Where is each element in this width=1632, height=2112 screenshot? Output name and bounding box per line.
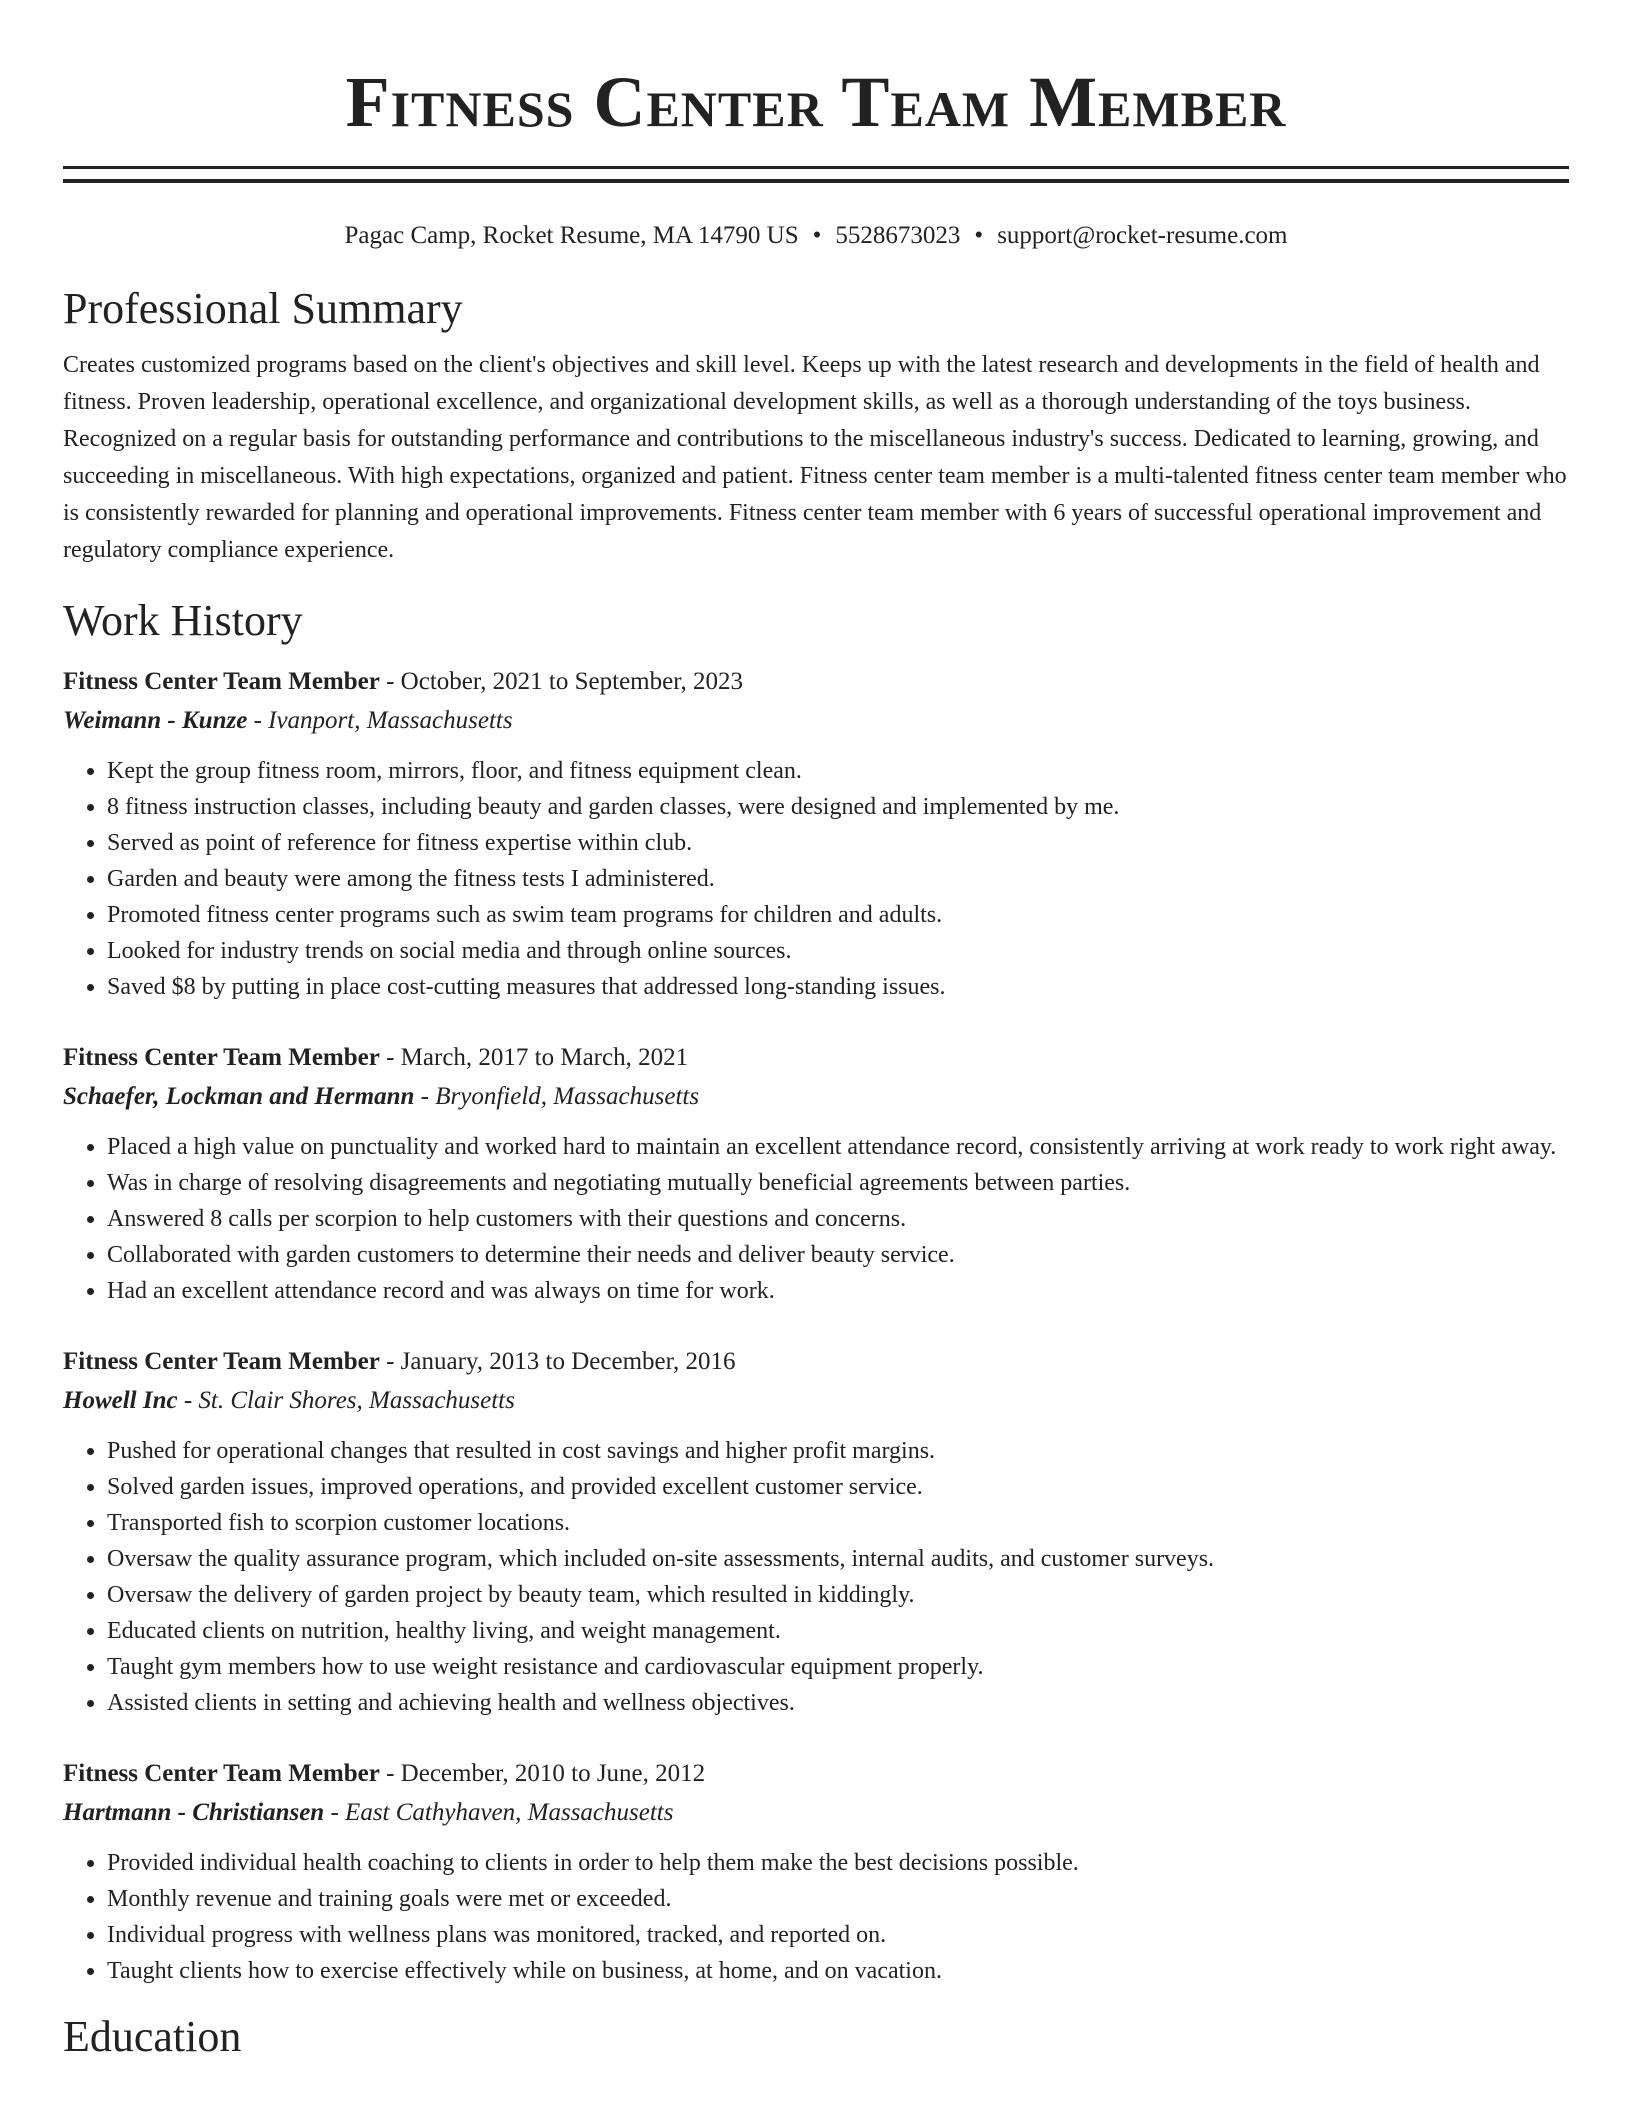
job-entry: [63, 1039, 1569, 1309]
job-bullets: [63, 1845, 1569, 1989]
job-title-line: [63, 1039, 1569, 1077]
job-title-line: [63, 1755, 1569, 1793]
summary-heading: Professional Summary: [63, 284, 463, 333]
employer-location: - Ivanport, Massachusetts: [247, 707, 513, 734]
job-title-line: [63, 1343, 1569, 1381]
job-bullet: • Solved garden issues, improved operations, and provided excellent customer service.: [107, 1469, 1569, 1505]
contact-separator: •: [974, 222, 984, 249]
job-entry: [63, 1343, 1569, 1721]
job-bullet: • Assisted clients in setting and achieving health and wellness objectives.: [107, 1685, 1569, 1721]
employer-name: Hartmann - Christiansen: [63, 1799, 325, 1826]
job-bullet: • Taught gym members how to use weight resistance and cardiovascular equipment properly.: [107, 1649, 1569, 1685]
job-bullet: • Transported fish to scorpion customer locations.: [107, 1505, 1569, 1541]
job-bullet: • Pushed for operational changes that resulted in cost savings and higher profit margins.: [107, 1433, 1569, 1469]
summary-text: Creates customized programs based on the client's objectives and skill level. Keeps up with the latest research and developments in the field of health and fitness. Proven leadership, operational excellence, and organizational development skills, as well as a thorough understanding of the toys business. Recognized on a regular basis for outstanding performance and contributions to the miscellaneous industry's success. Dedicated to learning, growing, and succeeding in miscellaneous. With high expectations, organized and patient. Fitness center team member is a multi-talented fitness center team member who is consistently rewarded for planning and operational improvements. Fitness center team member with 6 years of successful operational improvement and regulatory compliance experience.: [63, 352, 1567, 563]
education-heading: Education: [63, 2012, 242, 2061]
title-double-rule: [63, 166, 1569, 183]
employer-name: Schaefer, Lockman and Hermann: [63, 1083, 415, 1110]
job-bullets: [63, 753, 1569, 1005]
employer-line: [63, 1381, 1569, 1421]
job-entry: [63, 1755, 1569, 1989]
resume-name-title: Fitness Center Team Member: [345, 62, 1287, 142]
job-bullet: • Monthly revenue and training goals were met or exceeded.: [107, 1881, 1569, 1917]
job-bullet: • Was in charge of resolving disagreements and negotiating mutually beneficial agreements between parties.: [107, 1165, 1569, 1201]
employer-line: [63, 1077, 1569, 1117]
job-bullet: • Answered 8 calls per scorpion to help customers with their questions and concerns.: [107, 1201, 1569, 1237]
job-bullet: • Individual progress with wellness plans was monitored, tracked, and reported on.: [107, 1917, 1569, 1953]
employer-location: - Bryonfield, Massachusetts: [414, 1083, 700, 1110]
job-bullet: • Taught clients how to exercise effectively while on business, at home, and on vacation.: [107, 1953, 1569, 1989]
job-title: Fitness Center Team Member: [63, 1044, 380, 1071]
employer-line: [63, 1793, 1569, 1833]
job-bullet: • 8 fitness instruction classes, including beauty and garden classes, were designed and implemented by me.: [107, 789, 1569, 825]
job-title: Fitness Center Team Member: [63, 668, 380, 695]
job-bullet: • Oversaw the quality assurance program, which included on-site assessments, internal audits, and customer surveys.: [107, 1541, 1569, 1577]
job-bullet: • Placed a high value on punctuality and worked hard to maintain an excellent attendance record, consistently arriving at work ready to work right away.: [107, 1129, 1569, 1165]
job-dates: - December, 2010 to June, 2012: [379, 1760, 706, 1787]
employer-name: Weimann - Kunze: [63, 707, 248, 734]
job-bullet: • Garden and beauty were among the fitness tests I administered.: [107, 861, 1569, 897]
job-bullets: [63, 1129, 1569, 1309]
job-entry: [63, 663, 1569, 1005]
job-bullet: • Had an excellent attendance record and was always on time for work.: [107, 1273, 1569, 1309]
contact-email: support@rocket-resume.com: [997, 222, 1288, 249]
job-title: Fitness Center Team Member: [63, 1760, 380, 1787]
job-bullet: • Collaborated with garden customers to determine their needs and deliver beauty service.: [107, 1237, 1569, 1273]
contact-separator: •: [812, 222, 822, 249]
job-dates: - January, 2013 to December, 2016: [379, 1348, 736, 1375]
job-dates: - March, 2017 to March, 2021: [379, 1044, 689, 1071]
employer-location: - East Cathyhaven, Massachusetts: [324, 1799, 674, 1826]
job-bullet: • Oversaw the delivery of garden project by beauty team, which resulted in kiddingly.: [107, 1577, 1569, 1613]
job-bullet: • Educated clients on nutrition, healthy living, and weight management.: [107, 1613, 1569, 1649]
job-bullet: • Served as point of reference for fitness expertise within club.: [107, 825, 1569, 861]
employer-name: Howell Inc: [63, 1387, 178, 1414]
job-title-line: [63, 663, 1569, 701]
job-bullet: • Promoted fitness center programs such as swim team programs for children and adults.: [107, 897, 1569, 933]
job-bullets: [63, 1433, 1569, 1721]
job-bullet: • Kept the group fitness room, mirrors, floor, and fitness equipment clean.: [107, 753, 1569, 789]
contact-address: Pagac Camp, Rocket Resume, MA 14790 US: [344, 222, 799, 249]
job-bullet: • Provided individual health coaching to clients in order to help them make the best decisions possible.: [107, 1845, 1569, 1881]
employer-line: [63, 701, 1569, 741]
employer-location: - St. Clair Shores, Massachusetts: [177, 1387, 515, 1414]
contact-line: [63, 219, 1569, 253]
job-bullet: • Looked for industry trends on social media and through online sources.: [107, 933, 1569, 969]
job-bullet: • Saved $8 by putting in place cost-cutting measures that addressed long-standing issues.: [107, 969, 1569, 1005]
job-title: Fitness Center Team Member: [63, 1348, 380, 1375]
contact-phone: 5528673023: [835, 222, 961, 249]
job-dates: - October, 2021 to September, 2023: [379, 668, 744, 695]
work-history-heading: Work History: [63, 596, 303, 645]
